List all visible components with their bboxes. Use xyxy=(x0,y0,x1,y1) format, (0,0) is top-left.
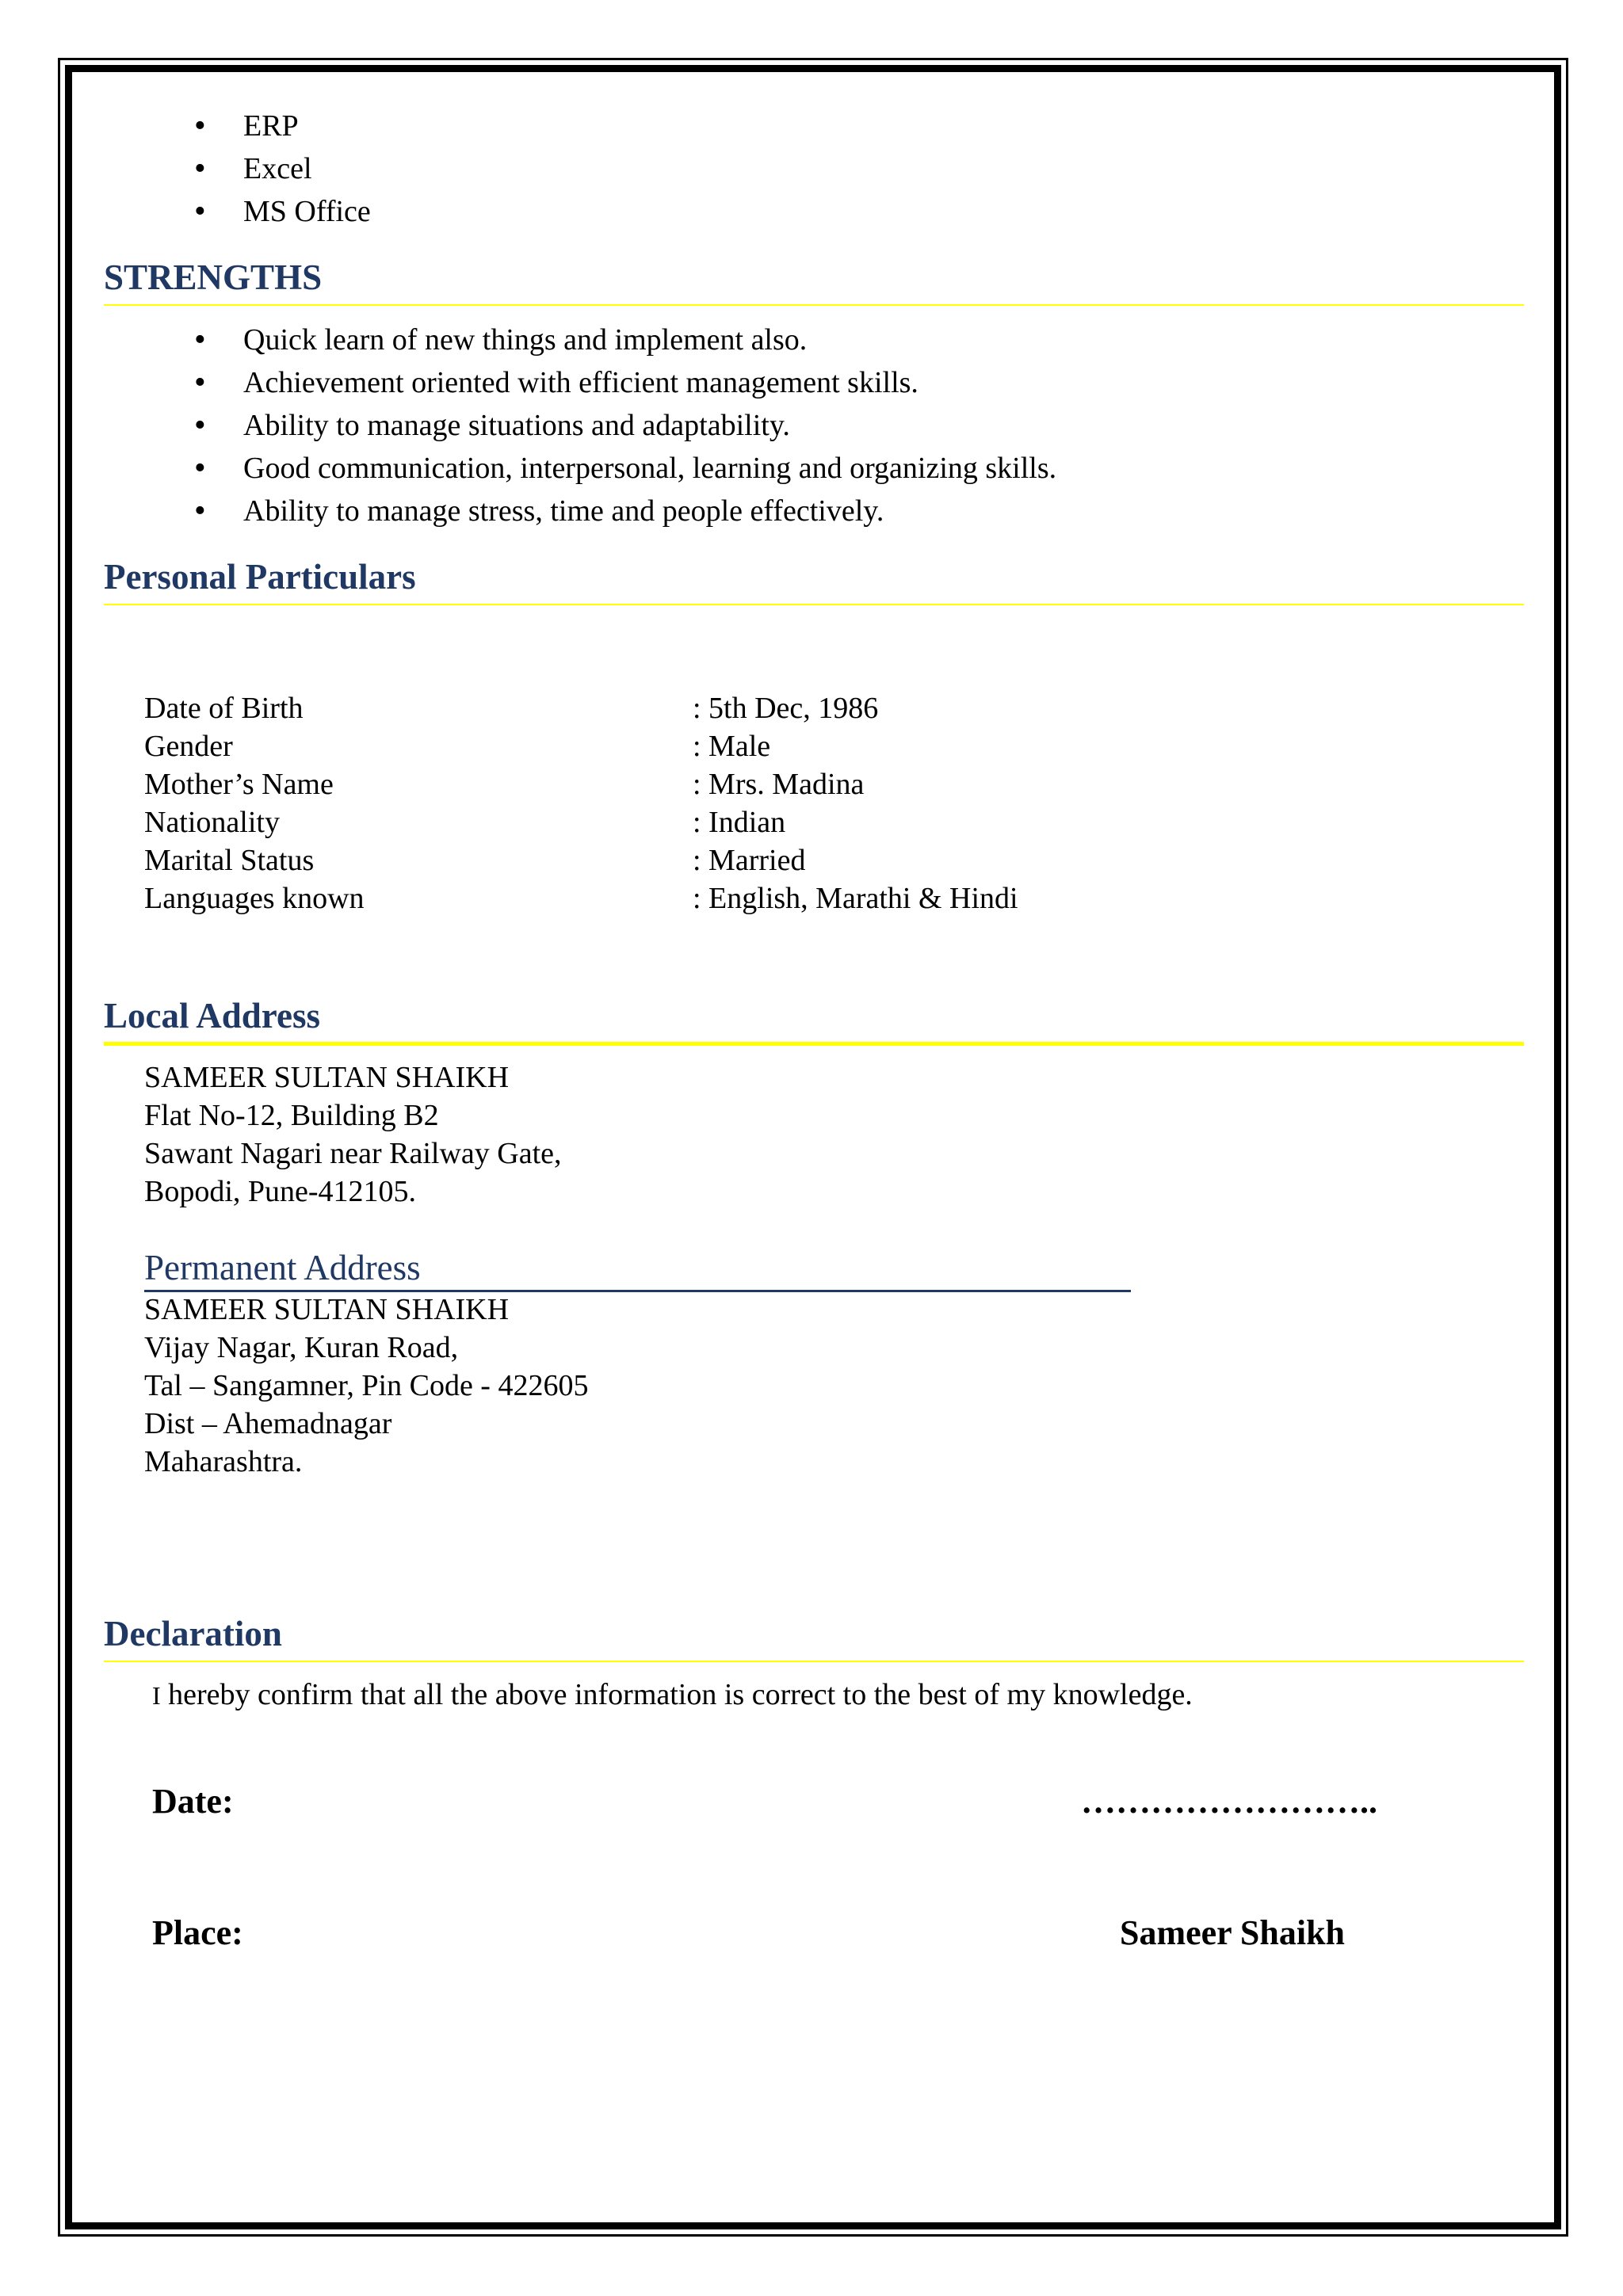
local-address-block xyxy=(144,1058,562,1211)
detail-row-gender xyxy=(144,727,1018,765)
permanent-address-block xyxy=(144,1291,588,1481)
date-label: Date: xyxy=(152,1782,234,1821)
detail-value: : Mrs. Madina xyxy=(693,768,865,801)
strengths-list xyxy=(194,318,1056,532)
local-address-rule xyxy=(104,1042,1524,1046)
address-line: Flat No-12, Building B2 xyxy=(144,1099,439,1132)
skill-item: • MS Office xyxy=(194,190,371,233)
strength-item: • Good communication, interpersonal, learning and organizing skills. xyxy=(194,447,1056,490)
detail-row-mother xyxy=(144,765,1018,803)
strength-item: • Ability to manage stress, time and people effectively. xyxy=(194,490,1056,532)
signer-name: Sameer Shaikh xyxy=(1120,1913,1346,1952)
detail-row-languages xyxy=(144,879,1018,917)
detail-row-nationality xyxy=(144,803,1018,841)
skill-item: • ERP xyxy=(194,105,371,147)
address-line: SAMEER SULTAN SHAIKH xyxy=(144,1293,510,1326)
permanent-address-heading: Permanent Address xyxy=(144,1245,1131,1292)
strength-item: • Ability to manage situations and adaptability. xyxy=(194,404,1056,447)
place-label: Place: xyxy=(152,1913,243,1952)
address-line: SAMEER SULTAN SHAIKH xyxy=(144,1061,510,1094)
detail-label: Marital Status xyxy=(144,844,315,877)
detail-label: Mother’s Name xyxy=(144,768,334,801)
personal-details xyxy=(144,689,1018,917)
detail-value: : 5th Dec, 1986 xyxy=(693,692,879,725)
declaration-text xyxy=(152,1675,1193,1715)
address-line: Bopodi, Pune-412105. xyxy=(144,1175,417,1208)
detail-label: Nationality xyxy=(144,806,280,839)
address-line: Vijay Nagar, Kuran Road, xyxy=(144,1331,459,1364)
personal-heading: Personal Particulars xyxy=(104,557,416,597)
strengths-rule xyxy=(104,304,1524,306)
detail-value: : Indian xyxy=(693,806,786,839)
address-line: Maharashtra. xyxy=(144,1445,303,1478)
local-address-heading: Local Address xyxy=(104,996,320,1035)
address-line: Dist – Ahemadnagar xyxy=(144,1407,392,1440)
skills-list xyxy=(194,105,371,233)
strength-item: • Achievement oriented with efficient management skills. xyxy=(194,361,1056,404)
detail-label: Gender xyxy=(144,730,233,763)
detail-value: : Male xyxy=(693,730,771,763)
address-line: Tal – Sangamner, Pin Code - 422605 xyxy=(144,1369,589,1402)
signature-dots: …………………….. xyxy=(1081,1782,1377,1821)
declaration-heading: Declaration xyxy=(104,1614,282,1653)
detail-label: Date of Birth xyxy=(144,692,304,725)
detail-value: : English, Marathi & Hindi xyxy=(693,882,1018,915)
strength-item: • Quick learn of new things and implement also. xyxy=(194,318,1056,361)
detail-row-marital xyxy=(144,841,1018,879)
declaration-rule xyxy=(104,1661,1524,1662)
detail-row-dob xyxy=(144,689,1018,727)
detail-value: : Married xyxy=(693,844,806,877)
personal-rule xyxy=(104,604,1524,605)
detail-label: Languages known xyxy=(144,882,365,915)
declaration-first-letter: I xyxy=(152,1681,161,1710)
strengths-heading: STRENGTHS xyxy=(104,257,323,297)
skill-item: • Excel xyxy=(194,147,371,190)
declaration-body: hereby confirm that all the above information is correct to the best of my knowledge. xyxy=(160,1678,1193,1711)
address-line: Sawant Nagari near Railway Gate, xyxy=(144,1137,562,1170)
